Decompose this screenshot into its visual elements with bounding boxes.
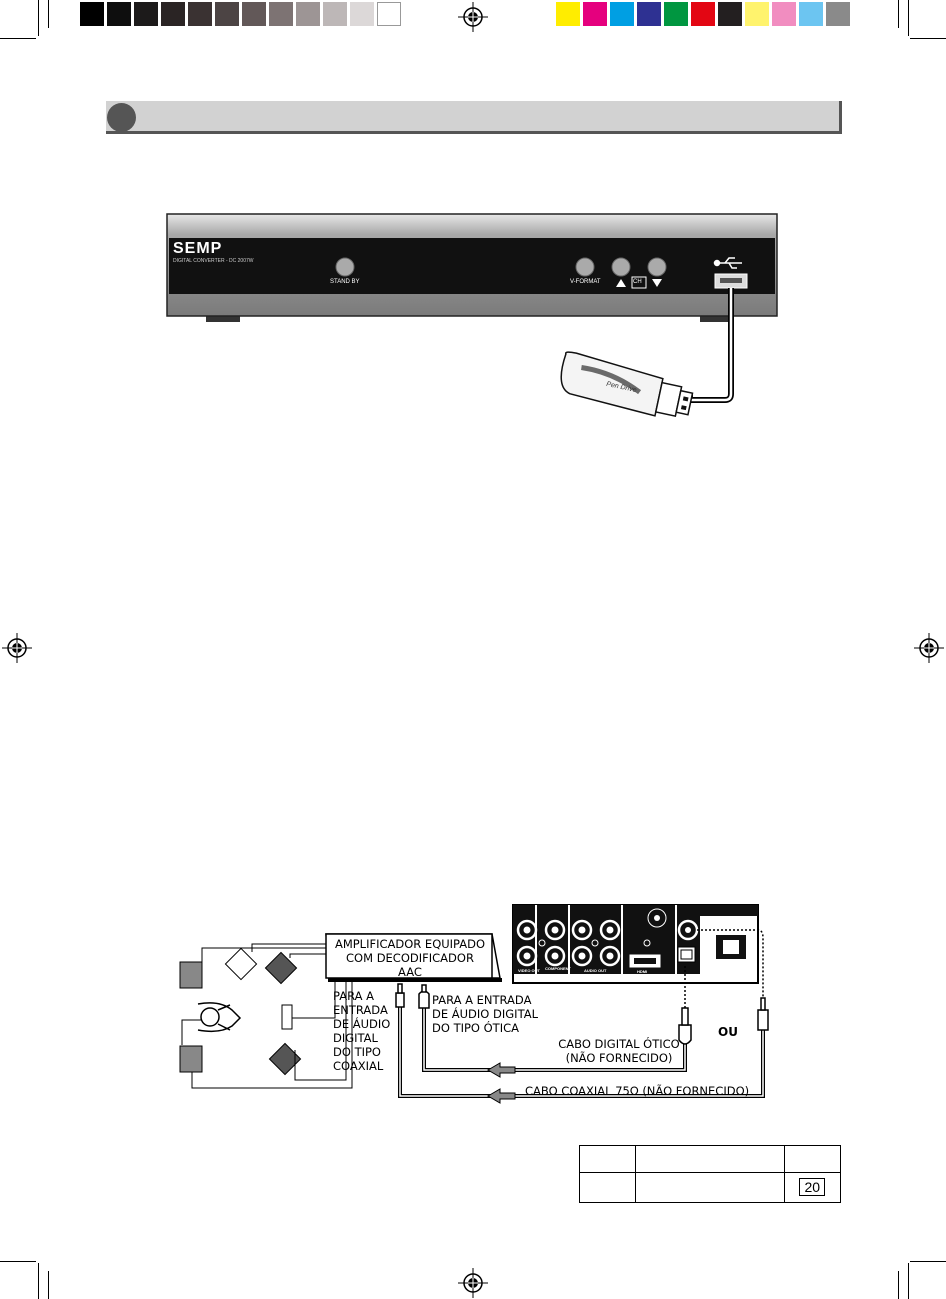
crop-mark xyxy=(908,1263,909,1299)
color-swatch xyxy=(556,2,580,26)
footer-cell xyxy=(784,1146,841,1173)
ch-down-button xyxy=(648,258,666,276)
vformat-button xyxy=(576,258,594,276)
coaxial-input-label: PARA A ENTRADA DE ÁUDIO DIGITAL DO TIPO COAXIAL xyxy=(333,989,391,1073)
crop-mark xyxy=(910,38,946,39)
color-swatch xyxy=(718,2,742,26)
crop-mark xyxy=(0,1261,36,1262)
color-swatch xyxy=(350,2,374,26)
ch-up-button xyxy=(612,258,630,276)
color-swatch xyxy=(188,2,212,26)
crop-mark xyxy=(898,0,899,28)
color-swatch xyxy=(637,2,661,26)
subwoofer xyxy=(282,1005,292,1029)
section-header-bar xyxy=(106,101,842,134)
crop-mark xyxy=(48,0,49,28)
color-swatch xyxy=(323,2,347,26)
crop-mark xyxy=(38,0,39,36)
speaker-center xyxy=(225,948,256,979)
crop-mark xyxy=(910,1261,946,1262)
footer-cell xyxy=(784,1173,841,1203)
crop-mark xyxy=(908,0,909,36)
color-swatch xyxy=(215,2,239,26)
color-swatch xyxy=(799,2,823,26)
process-color-bar xyxy=(556,0,866,28)
coaxial-plug-device xyxy=(758,998,768,1030)
component-label: COMPONENT xyxy=(545,966,571,971)
video-out-label: VIDEO OUT xyxy=(518,968,541,973)
crop-mark xyxy=(0,38,36,39)
footer-cell xyxy=(580,1173,636,1203)
color-swatch xyxy=(691,2,715,26)
speaker-rear-right xyxy=(269,1043,300,1074)
hdmi-label: HDMI xyxy=(637,969,648,974)
color-swatch xyxy=(134,2,158,26)
speaker-front-left xyxy=(180,962,202,988)
device-front-face xyxy=(169,238,775,294)
speaker-front-right xyxy=(265,952,296,983)
audio-out-label: AUDIO OUT xyxy=(584,968,607,973)
arrow-left-icon xyxy=(488,1063,515,1077)
color-swatch xyxy=(377,2,401,26)
footer-cell xyxy=(580,1146,636,1173)
crop-mark xyxy=(898,1271,899,1299)
optical-input-label: PARA A ENTRADA DE ÁUDIO DIGITAL DO TIPO ÓTICA xyxy=(432,993,538,1035)
color-swatch xyxy=(269,2,293,26)
standby-label: STAND BY xyxy=(330,279,360,285)
coaxial-plug-amp xyxy=(396,984,404,1007)
amplifier-label: AMPLIFICADOR EQUIPADO COM DECODIFICADOR AAC xyxy=(334,937,486,979)
color-swatch xyxy=(772,2,796,26)
optical-cable-label: CABO DIGITAL ÓTICO (NÃO FORNECIDO) xyxy=(558,1037,680,1065)
vformat-label: V-FORMAT xyxy=(570,279,601,285)
color-swatch xyxy=(296,2,320,26)
enet-label: ENET xyxy=(720,966,734,972)
grayscale-color-bar xyxy=(80,0,390,28)
color-swatch xyxy=(745,2,769,26)
registration-mark-bottom xyxy=(458,1268,488,1298)
converter-front-panel-illustration xyxy=(160,208,790,423)
section-bullet-icon xyxy=(107,103,136,132)
coaxial-cable-label: CABO COAXIAL 75Ω (NÃO FORNECIDO) xyxy=(525,1084,750,1098)
color-swatch xyxy=(161,2,185,26)
registration-mark-right xyxy=(914,633,944,663)
optical-plug-amp xyxy=(419,985,429,1008)
page-number: 20 xyxy=(799,1178,825,1196)
color-swatch xyxy=(107,2,131,26)
footer-cell xyxy=(636,1173,784,1203)
page-footer-table xyxy=(579,1145,841,1203)
crop-mark xyxy=(38,1263,39,1299)
arrow-left-icon xyxy=(488,1089,515,1103)
ch-label: CH xyxy=(633,279,642,285)
standby-button xyxy=(336,258,354,276)
color-swatch xyxy=(610,2,634,26)
color-swatch xyxy=(583,2,607,26)
pen-drive-label: Pen Drive xyxy=(605,380,638,395)
color-swatch xyxy=(242,2,266,26)
registration-mark-top xyxy=(458,2,488,32)
crop-mark xyxy=(48,1271,49,1299)
color-swatch xyxy=(80,2,104,26)
model-label: DIGITAL CONVERTER - DC 2007W xyxy=(173,258,254,264)
color-swatch xyxy=(664,2,688,26)
listener-icon xyxy=(198,1003,240,1031)
color-swatch xyxy=(826,2,850,26)
registration-mark-left xyxy=(2,633,32,663)
or-label: OU xyxy=(718,1025,738,1039)
footer-cell xyxy=(636,1146,784,1173)
speaker-rear-left xyxy=(180,1046,202,1072)
brand-logo: SEMP xyxy=(173,240,223,257)
